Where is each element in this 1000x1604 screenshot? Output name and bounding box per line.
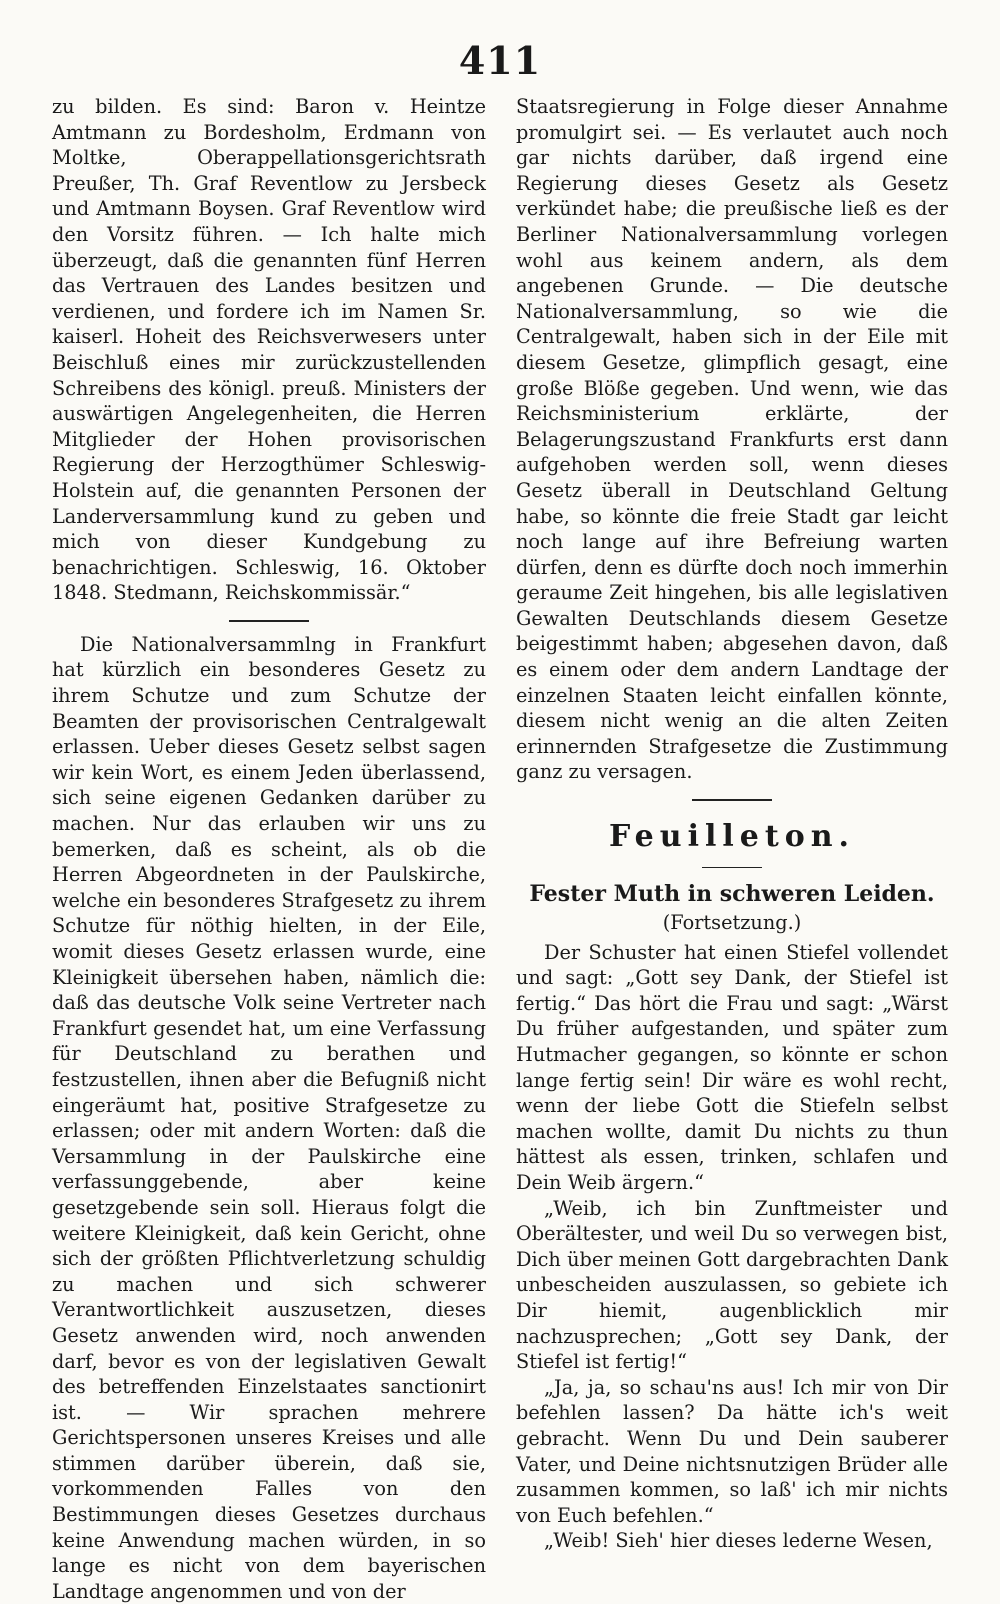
story-paragraph-1: Der Schuster hat einen Stiefel vollendet und sagt: „Gott sey Dank, der Stiefel ist fertig.“ Das hört die Frau und sagt: „Wärst Du früher aufgestanden, und später zum Hutmacher gegangen, so könnte er schon lange fertig sein! Dir wäre es wohl recht, wenn der liebe Gott die Stiefeln selbst machen wollte, damit Du nichts zu thun hättest als essen, trinken, schlafen und Dein Weib ärgern.“ [516, 940, 948, 1194]
left-paragraph-1: zu bilden. Es sind: Baron v. Heintze Amtmann zu Bordesholm, Erdmann von Moltke, Oberappellationsgerichtsrath Preußer, Th. Graf Reventlow zu Jersbeck und Amtmann Boysen. Graf Reventlow wird den Vorsitz führen. — Ich halte mich überzeugt, daß die genannten fünf Herren das Vertrauen des Landes besitzen und verdienen, und fordere ich im Namen Sr. kaiserl. Hoheit des Reichsverwesers unter Beischluß eines mir zurückzustellenden Schreibens des königl. preuß. Ministers der auswärtigen Angelegenheiten, die Herren Mitglieder der Hohen provisorischen Regierung der Herzogthümer Schleswig-Holstein auf, die genannten Personen der Landerversammlung kund zu geben und mich von dieser Kundgebung zu benachrichtigen. Schleswig, 16. Oktober 1848. Stedmann, Reichskommissär.“ [52, 95, 486, 605]
left-paragraph-2: Die Nationalversammlng in Frankfurt hat kürzlich ein besonderes Gesetz zu ihrem Schutze und zum Schutze der Beamten der provisorischen Centralgewalt erlassen. Ueber dieses Gesetz selbst sagen wir kein Wort, es einem Jeden überlassend, sich seine eigenen Gedanken darüber zu machen. Nur das erlauben wir uns zu bemerken, daß es scheint, als ob die Herren Abgeordneten in der Paulskirche, welche ein besonderes Strafgesetz zu ihrem Schutze für nöthig hielten, in der Eile, womit dieses Gesetz erlassen wurde, eine Kleinigkeit übersehen haben, nämlich die: daß das deutsche Volk seine Vertreter nach Frankfurt gesendet hat, um eine Verfassung für Deutschland zu berathen und festzustellen, ihnen aber die Befugniß nicht eingeräumt hat, positive Strafgesetze zu erlassen; oder mit andern Worten: daß die Versammlung in der Paulskirche eine verfassunggebende, aber keine gesetzgebende sein soll. Hieraus folgt die weitere Kleinigkeit, daß kein Gericht, ohne sich der größten Pflichtverletzung schuldig zu machen und sich schwerer Verantwortlichkeit auszusetzen, dieses Gesetz anwenden wird, noch anwenden darf, bevor es von der legislativen Gewalt des betreffenden Einzelstaates sanctionirt ist. — Wir sprachen mehrere Gerichtspersonen unseres Kreises und alle stimmen darüber überein, daß sie, vorkommenden Falles von den Bestimmungen dieses Gesetzes durchaus keine Anwendung machen würden, in so lange es nicht von dem bayerischen Landtage angenommen und von der [52, 632, 486, 1603]
story-paragraph-4: „Weib! Sieh' hier dieses lederne Wesen, [544, 1529, 933, 1553]
section-divider [692, 799, 772, 801]
story-paragraph-3: „Ja, ja, so schau'ns aus! Ich mir von Dir befehlen lassen? Da hätte ich's weit gebracht. Wenn Du und Dein sauberer Vater, und Deine nichtsnutzigen Brüder alle zusammen kommen, so laß' ich mir nichts von Euch befehlen.“ [516, 1375, 948, 1527]
right-paragraph-1: Staatsregierung in Folge dieser Annahme promulgirt sei. — Es verlautet auch noch gar nichts darüber, daß irgend eine Regierung dieses Gesetz als Gesetz verkündet habe; die preußische ließ es der Berliner Nationalversammlung vorlegen wohl aus keinem andern, als dem angebenen Grunde. — Die deutsche Nationalversammlung, so wie die Centralgewalt, haben sich in der Eile mit diesem Gesetze, glimpflich gesagt, eine große Blöße gegeben. Und wenn, wie das Reichsministerium erklärte, der Belagerungszustand Frankfurts erst dann aufgehoben werden soll, wenn dieses Gesetz überall in Deutschland Geltung habe, so könnte die freie Stadt gar leicht noch lange auf ihre Befreiung warten dürfen, denn es dürfte doch noch immerhin geraume Zeit hingehen, bis alle legislativen Gewalten Deutschlands diesem Gesetze beigestimmt haben; abgesehen davon, daß es einem oder dem andern Landtage der einzelnen Staaten leicht einfallen könnte, diesem nicht wenig an die alten Zeiten erinnernden Strafgesetze die Zustimmung ganz zu versagen. [516, 95, 948, 784]
feuilleton-heading: Feuilleton. [609, 819, 855, 855]
page-number: 411 [458, 38, 542, 83]
left-column [52, 94, 486, 1604]
section-divider [229, 620, 309, 622]
story-paragraph-2: „Weib, ich bin Zunftmeister und Oberältester, und weil Du so verwegen bist, Dich über meinen Gott dargebrachten Dank unbescheiden auszulassen, so gebiete ich Dir hiemit, augenblicklich mir nachzusprechen; „Gott sey Dank, der Stiefel ist fertig!“ [516, 1196, 948, 1374]
right-column [516, 94, 948, 1554]
story-title: Fester Muth in schweren Leiden. [529, 881, 935, 908]
heading-divider [702, 867, 762, 868]
story-subtitle: (Fortsetzung.) [662, 911, 802, 935]
